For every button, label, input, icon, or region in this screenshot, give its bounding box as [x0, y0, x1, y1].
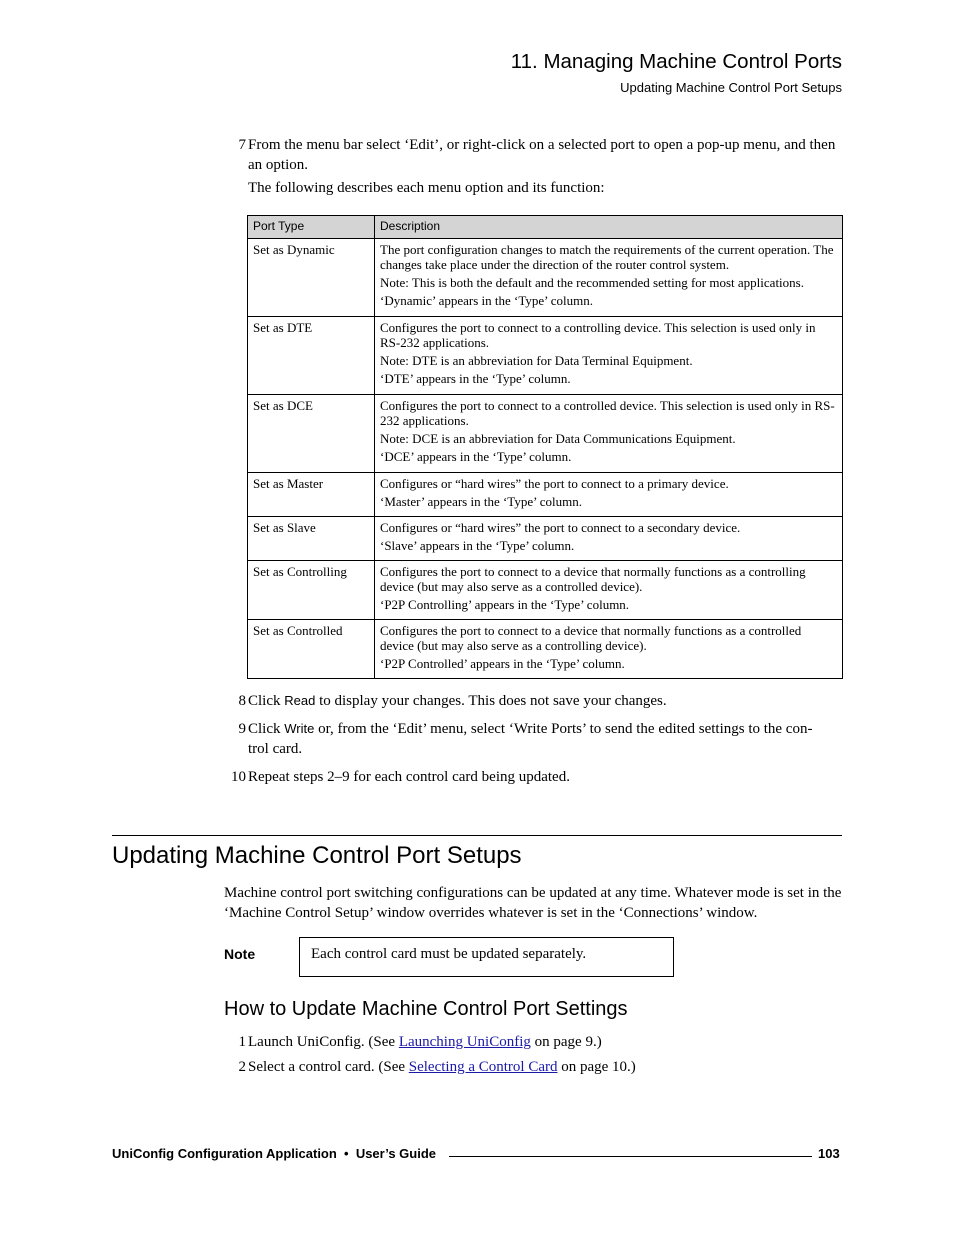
column-header: Port Type — [248, 216, 375, 239]
port-type-cell: Set as Controlling — [248, 561, 375, 620]
description-line: ‘P2P Controlling’ appears in the ‘Type’ column. — [380, 597, 630, 612]
step-text: From the menu bar select ‘Edit’, or right-click on a selected port to open a pop-up menu, and then an option. — [248, 137, 836, 173]
port-type-cell: Set as DTE — [248, 317, 375, 395]
write-command: Write — [284, 721, 315, 736]
step-number: 1 — [238, 1034, 246, 1050]
step-text — [248, 1057, 636, 1077]
table-row — [248, 239, 843, 317]
description-line: ‘P2P Controlled’ appears in the ‘Type’ column. — [380, 656, 625, 671]
description-cell — [375, 473, 843, 517]
table-header-row — [248, 216, 843, 239]
step-text — [248, 719, 812, 739]
table-row — [248, 395, 843, 473]
table-row — [248, 317, 843, 395]
table-row — [248, 517, 843, 561]
description-cell — [375, 395, 843, 473]
note-label: Note — [224, 946, 256, 962]
description-line: Configures the port to connect to a device that normally functions as a controlled device (but may also serve as a controlling device). — [380, 623, 802, 653]
step-text — [248, 691, 667, 711]
column-header: Description — [375, 216, 843, 239]
selecting-control-card-link[interactable]: Selecting a Control Card — [408, 1059, 558, 1075]
running-section-title: Updating Machine Control Port Setups — [620, 80, 842, 95]
chapter-title: 11. Managing Machine Control Ports — [510, 50, 842, 73]
procedure-heading: How to Update Machine Control Port Settings — [224, 998, 628, 1020]
description-line: Configures or “hard wires” the port to connect to a primary device. — [380, 476, 729, 491]
step-number: 2 — [238, 1059, 246, 1075]
description-cell — [375, 317, 843, 395]
step-text: Repeat steps 2–9 for each control card being updated. — [248, 769, 570, 785]
port-type-cell: Set as Controlled — [248, 620, 375, 679]
step-text-continued: trol card. — [248, 741, 303, 757]
description-line: ‘Slave’ appears in the ‘Type’ column. — [380, 538, 575, 553]
description-line: ‘Dynamic’ appears in the ‘Type’ column. — [380, 293, 594, 308]
read-command: Read — [284, 693, 316, 708]
step-text — [248, 1032, 602, 1052]
step-text-part: on page 10.) — [557, 1059, 636, 1075]
description-cell — [375, 517, 843, 561]
description-line: Configures the port to connect to a device that normally functions as a controlling device (but may also serve as a controlled device). — [380, 564, 806, 594]
step-number: 10 — [231, 769, 246, 785]
description-line: Note: This is both the default and the recommended setting for most applications. — [380, 275, 804, 290]
step-text-part: or, from the ‘Edit’ menu, select ‘Write Ports’ to send the edited settings to the con- — [314, 721, 813, 737]
table-intro: The following describes each menu option and its function: — [248, 180, 605, 196]
step-text-part: Click — [248, 721, 285, 737]
description-line: Note: DTE is an abbreviation for Data Terminal Equipment. — [380, 353, 693, 368]
step-number: 9 — [238, 721, 246, 737]
menu-options-table — [247, 215, 843, 679]
step-text-part: on page 9.) — [530, 1034, 602, 1050]
step-number: 8 — [238, 693, 246, 709]
launching-uniconfig-link[interactable]: Launching UniConfig — [398, 1034, 531, 1050]
description-cell — [375, 561, 843, 620]
step-text-part: Select a control card. (See — [248, 1059, 409, 1075]
description-line: Note: DCE is an abbreviation for Data Communications Equipment. — [380, 431, 736, 446]
description-line: Configures the port to connect to a controlled device. This selection is used only in RS-232 applications. — [380, 398, 835, 428]
footer-rule — [449, 1156, 812, 1157]
description-line: The port configuration changes to match the requirements of the current operation. The changes take place under the direction of the router control system. — [380, 242, 834, 272]
description-line: ‘DCE’ appears in the ‘Type’ column. — [380, 449, 572, 464]
description-cell — [375, 620, 843, 679]
port-type-cell: Set as Dynamic — [248, 239, 375, 317]
footer-document-title: UniConfig Configuration Application • User’s Guide — [112, 1146, 437, 1161]
port-type-cell: Set as Slave — [248, 517, 375, 561]
note-text: Each control card must be updated separately. — [311, 946, 587, 962]
description-cell — [375, 239, 843, 317]
section-title: Updating Machine Control Port Setups — [112, 842, 522, 869]
port-type-cell: Set as Master — [248, 473, 375, 517]
step-text-part: to display your changes. This does not save your changes. — [315, 693, 667, 709]
step-text-part: Launch UniConfig. (See — [248, 1034, 399, 1050]
description-line: ‘Master’ appears in the ‘Type’ column. — [380, 494, 582, 509]
note-box — [299, 937, 674, 977]
table-row — [248, 561, 843, 620]
section-divider — [112, 835, 842, 836]
table-row — [248, 473, 843, 517]
step-number: 7 — [238, 137, 246, 153]
port-type-cell: Set as DCE — [248, 395, 375, 473]
description-line: Configures the port to connect to a controlling device. This selection is used only in RS-232 applications. — [380, 320, 816, 350]
section-intro: Machine control port switching configurations can be updated at any time. Whatever mode is set in the ‘Machine Control Setup’ window overrides whatever is set in the ‘Connections’ window. — [224, 885, 842, 921]
page-number: 103 — [818, 1146, 840, 1161]
step-text-part: Click — [248, 693, 285, 709]
table-row — [248, 620, 843, 679]
description-line: Configures or “hard wires” the port to connect to a secondary device. — [380, 520, 741, 535]
description-line: ‘DTE’ appears in the ‘Type’ column. — [380, 371, 571, 386]
